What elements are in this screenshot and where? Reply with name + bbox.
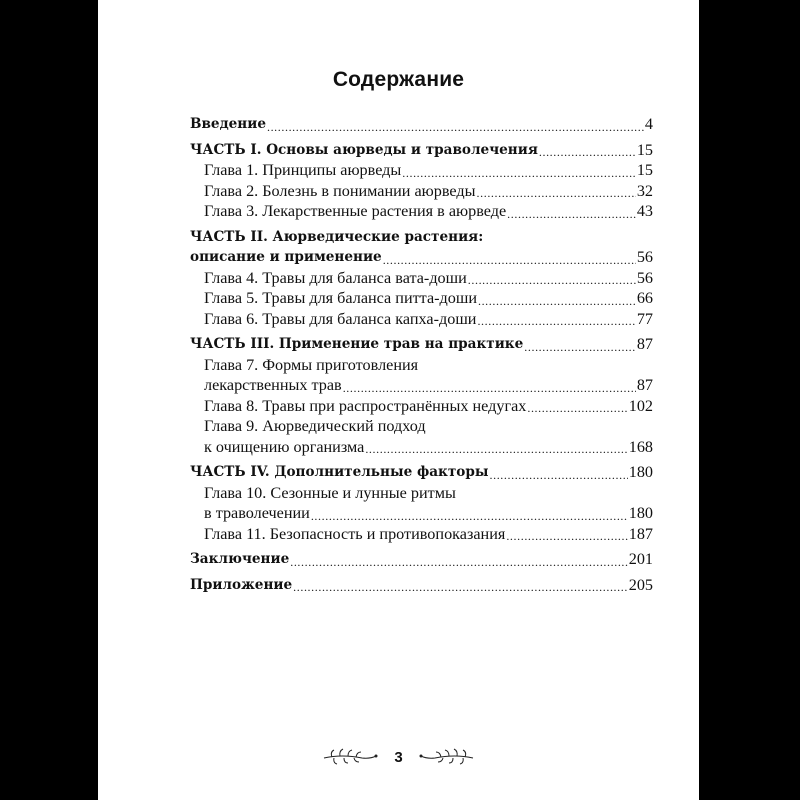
toc-dot-leader [478, 293, 636, 309]
toc-dot-leader [539, 144, 636, 160]
toc-entry-page: 201 [628, 550, 653, 568]
toc-entry-label: Глава 6. Травы для баланса капха-доши [204, 309, 477, 328]
table-of-contents [190, 114, 653, 595]
page-number: 3 [394, 748, 403, 766]
toc-entry-label: Глава 7. Формы приготовления [204, 355, 419, 374]
toc-entry-label: ЧАСТЬ III. Применение трав на практике [190, 336, 524, 352]
page-footer [98, 746, 699, 768]
toc-dot-leader [383, 252, 636, 268]
toc-entry [190, 524, 653, 545]
toc-entry-page: 87 [636, 376, 653, 394]
toc-dot-leader [293, 579, 628, 595]
toc-entry-page: 15 [636, 161, 653, 179]
toc-dot-leader [527, 400, 627, 416]
toc-entry [190, 334, 653, 355]
toc-entry-label: к очищению организма [204, 437, 365, 456]
toc-entry [190, 247, 653, 268]
toc-dot-leader [402, 165, 636, 181]
toc-entry-page: 87 [636, 335, 653, 353]
toc-entry-label: лекарственных трав [204, 376, 342, 394]
toc-entry-page: 180 [628, 463, 653, 481]
page-title: Содержание [332, 68, 465, 91]
toc-entry-label: Глава 11. Безопасность и противопоказания [204, 524, 506, 543]
toc-dot-leader [506, 528, 627, 544]
toc-entry-page: 187 [628, 524, 653, 543]
toc-entry-page: 43 [636, 202, 653, 220]
toc-entry-label: Глава 2. Болезнь в понимании аюрведы [204, 181, 476, 200]
toc-entry-label: Глава 10. Сезонные и лунные ритмы [204, 483, 456, 502]
toc-entry [190, 355, 653, 376]
toc-dot-leader [507, 206, 636, 222]
toc-entry-label: Глава 4. Травы для баланса вата-доши [204, 268, 467, 287]
toc-entry [190, 549, 653, 570]
toc-entry [190, 437, 653, 458]
toc-entry [190, 201, 653, 222]
sprig-ornament-icon-right [419, 746, 475, 768]
toc-entry [190, 309, 653, 330]
toc-dot-leader [524, 339, 636, 355]
toc-entry [190, 140, 653, 161]
toc-entry [190, 575, 653, 596]
toc-entry-label: Глава 5. Травы для баланса питта-доши [204, 289, 477, 307]
book-page [98, 0, 699, 800]
sprig-ornament-icon-left [322, 746, 378, 768]
toc-entry-label: ЧАСТЬ II. Аюрведические растения: [190, 228, 484, 245]
toc-dot-leader [267, 119, 644, 135]
toc-entry-page: 32 [636, 181, 653, 200]
toc-entry-label: ЧАСТЬ IV. Дополнительные факторы [190, 464, 489, 480]
toc-entry [190, 483, 653, 504]
toc-entry [190, 416, 653, 437]
toc-entry-page: 168 [628, 437, 653, 456]
toc-entry-page: 102 [628, 396, 653, 415]
toc-entry [190, 396, 653, 417]
toc-entry-page: 180 [628, 504, 653, 522]
toc-dot-leader [290, 554, 627, 570]
toc-dot-leader [365, 441, 627, 457]
toc-entry-label: описание и применение [190, 249, 382, 265]
toc-entry [190, 462, 653, 483]
toc-dot-leader [477, 313, 635, 329]
toc-dot-leader [490, 467, 628, 483]
toc-entry [190, 227, 653, 248]
toc-entry [190, 503, 653, 524]
toc-dot-leader [343, 380, 636, 396]
right-black-border [699, 0, 800, 800]
toc-entry-label: Введение [190, 116, 266, 132]
toc-entry-page: 77 [636, 309, 653, 328]
toc-entry-page: 15 [636, 140, 653, 159]
toc-entry-label: в траволечении [204, 504, 310, 522]
toc-dot-leader [477, 185, 636, 201]
toc-entry [190, 160, 653, 181]
toc-entry-label: Глава 9. Аюрведический подход [204, 417, 426, 435]
toc-entry-page: 205 [628, 575, 653, 594]
toc-entry-label: Глава 8. Травы при распространённых недугах [204, 396, 527, 415]
toc-entry [190, 375, 653, 396]
toc-entry [190, 114, 653, 135]
toc-entry-label: Заключение [190, 551, 290, 567]
toc-entry [190, 181, 653, 202]
toc-entry [190, 268, 653, 289]
toc-entry-label: Глава 3. Лекарственные растения в аюрведе [204, 202, 507, 220]
toc-entry-page: 56 [636, 268, 653, 287]
left-black-border [0, 0, 98, 800]
toc-dot-leader [468, 272, 636, 288]
toc-entry-page: 4 [644, 115, 653, 133]
toc-entry-page: 66 [636, 289, 653, 307]
toc-entry [190, 288, 653, 309]
toc-dot-leader [311, 508, 628, 524]
toc-entry-label: ЧАСТЬ I. Основы аюрведы и траволечения [190, 141, 538, 158]
toc-entry-page: 56 [636, 248, 653, 266]
toc-entry-label: Приложение [190, 576, 293, 593]
toc-entry-label: Глава 1. Принципы аюрведы [204, 161, 402, 179]
